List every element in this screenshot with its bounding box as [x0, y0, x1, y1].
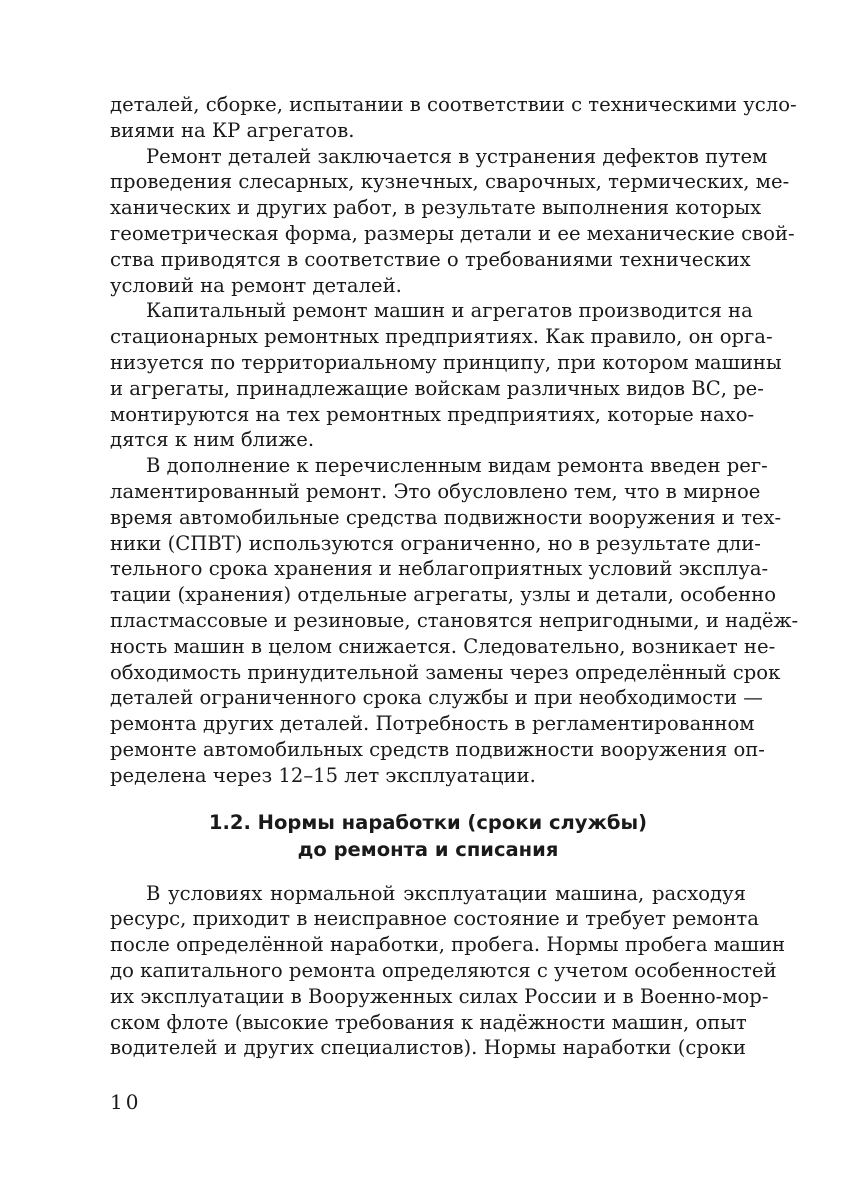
text-line: до капитального ремонта определяются с учетом особенностей	[110, 958, 777, 982]
text-line: их эксплуатации в Вооруженных силах России и в Военно-мор-	[110, 984, 769, 1008]
text-line: ность машин в целом снижается. Следовательно, возникает не-	[110, 634, 776, 658]
text-line: ства приводятся в соответствие о требованиями технических	[110, 247, 751, 271]
text-line: тации (хранения) отдельные агрегаты, узлы и детали, особенно	[110, 583, 776, 607]
section-heading	[110, 809, 746, 863]
text-line: В дополнение к перечисленным видам ремонта введен рег-	[146, 454, 768, 478]
text-line: ском флоте (высокие требования к надёжности машин, опыт	[110, 1010, 747, 1034]
text-line: Ремонт деталей заключается в устранения дефектов путем	[146, 144, 768, 168]
text-line: ремонта других деталей. Потребность в регламентированном	[110, 712, 755, 736]
text-line: условий на ремонт деталей.	[110, 273, 402, 297]
text-line: деталей ограниченного срока службы и при необходимости —	[110, 686, 763, 710]
text-line: водителей и других специалистов). Нормы наработки (сроки	[110, 1036, 746, 1060]
paragraph	[110, 144, 795, 299]
page-body	[110, 92, 799, 1061]
text-line: и агрегаты, принадлежащие войскам различных видов ВС, ре-	[110, 376, 764, 400]
section-heading-line-1: 1.2. Нормы наработки (сроки службы)	[208, 810, 648, 834]
paragraph	[110, 92, 797, 144]
text-line: время автомобильные средства подвижности вооружения и тех-	[110, 505, 782, 529]
text-block-before-heading	[110, 92, 799, 789]
text-line: ники (СПВТ) используются ограниченно, но в результате дли-	[110, 531, 761, 555]
text-line: монтируются на тех ремонтных предприятиях, которые нахо-	[110, 402, 755, 426]
text-line: после определённой наработки, пробега. Нормы пробега машин	[110, 933, 786, 957]
text-line: тельного срока хранения и неблагоприятных условий эксплуа-	[110, 557, 769, 581]
text-line: дятся к ним ближе.	[110, 428, 315, 452]
text-line: В условиях нормальной эксплуатации машина, расходуя	[146, 881, 746, 905]
text-line: ределена через 12–15 лет эксплуатации.	[110, 763, 536, 787]
text-line: Капитальный ремонт машин и агрегатов производится на	[146, 299, 753, 323]
text-block-after-heading	[110, 881, 786, 1062]
paragraph	[110, 298, 782, 453]
text-line: деталей, сборке, испытании в соответствии с техническими усло-	[110, 93, 797, 116]
paragraph	[110, 881, 786, 1062]
text-line: геометрическая форма, размеры детали и ее механические свой-	[110, 221, 795, 245]
text-line: низуется по территориальному принципу, при котором машины	[110, 350, 782, 374]
paragraph	[110, 453, 799, 788]
text-line: ламентированный ремонт. Это обусловлено тем, что в мирное	[110, 479, 761, 503]
section-heading-line-2: до ремонта и списания	[297, 837, 559, 861]
text-line: проведения слесарных, кузнечных, сварочных, термических, ме-	[110, 170, 790, 194]
page-number: 10	[110, 1090, 142, 1114]
text-line: виями на КР агрегатов.	[110, 118, 355, 142]
text-line: обходимость принудительной замены через определённый срок	[110, 660, 781, 684]
text-line: стационарных ремонтных предприятиях. Как правило, он орга-	[110, 325, 773, 349]
text-line: ремонте автомобильных средств подвижности вооружения оп-	[110, 737, 765, 761]
text-line: ресурс, приходит в неисправное состояние и требует ремонта	[110, 907, 759, 931]
text-line: пластмассовые и резиновые, становятся непригодными, и надёж-	[110, 608, 799, 632]
text-line: ханических и других работ, в результате выполнения которых	[110, 196, 762, 220]
